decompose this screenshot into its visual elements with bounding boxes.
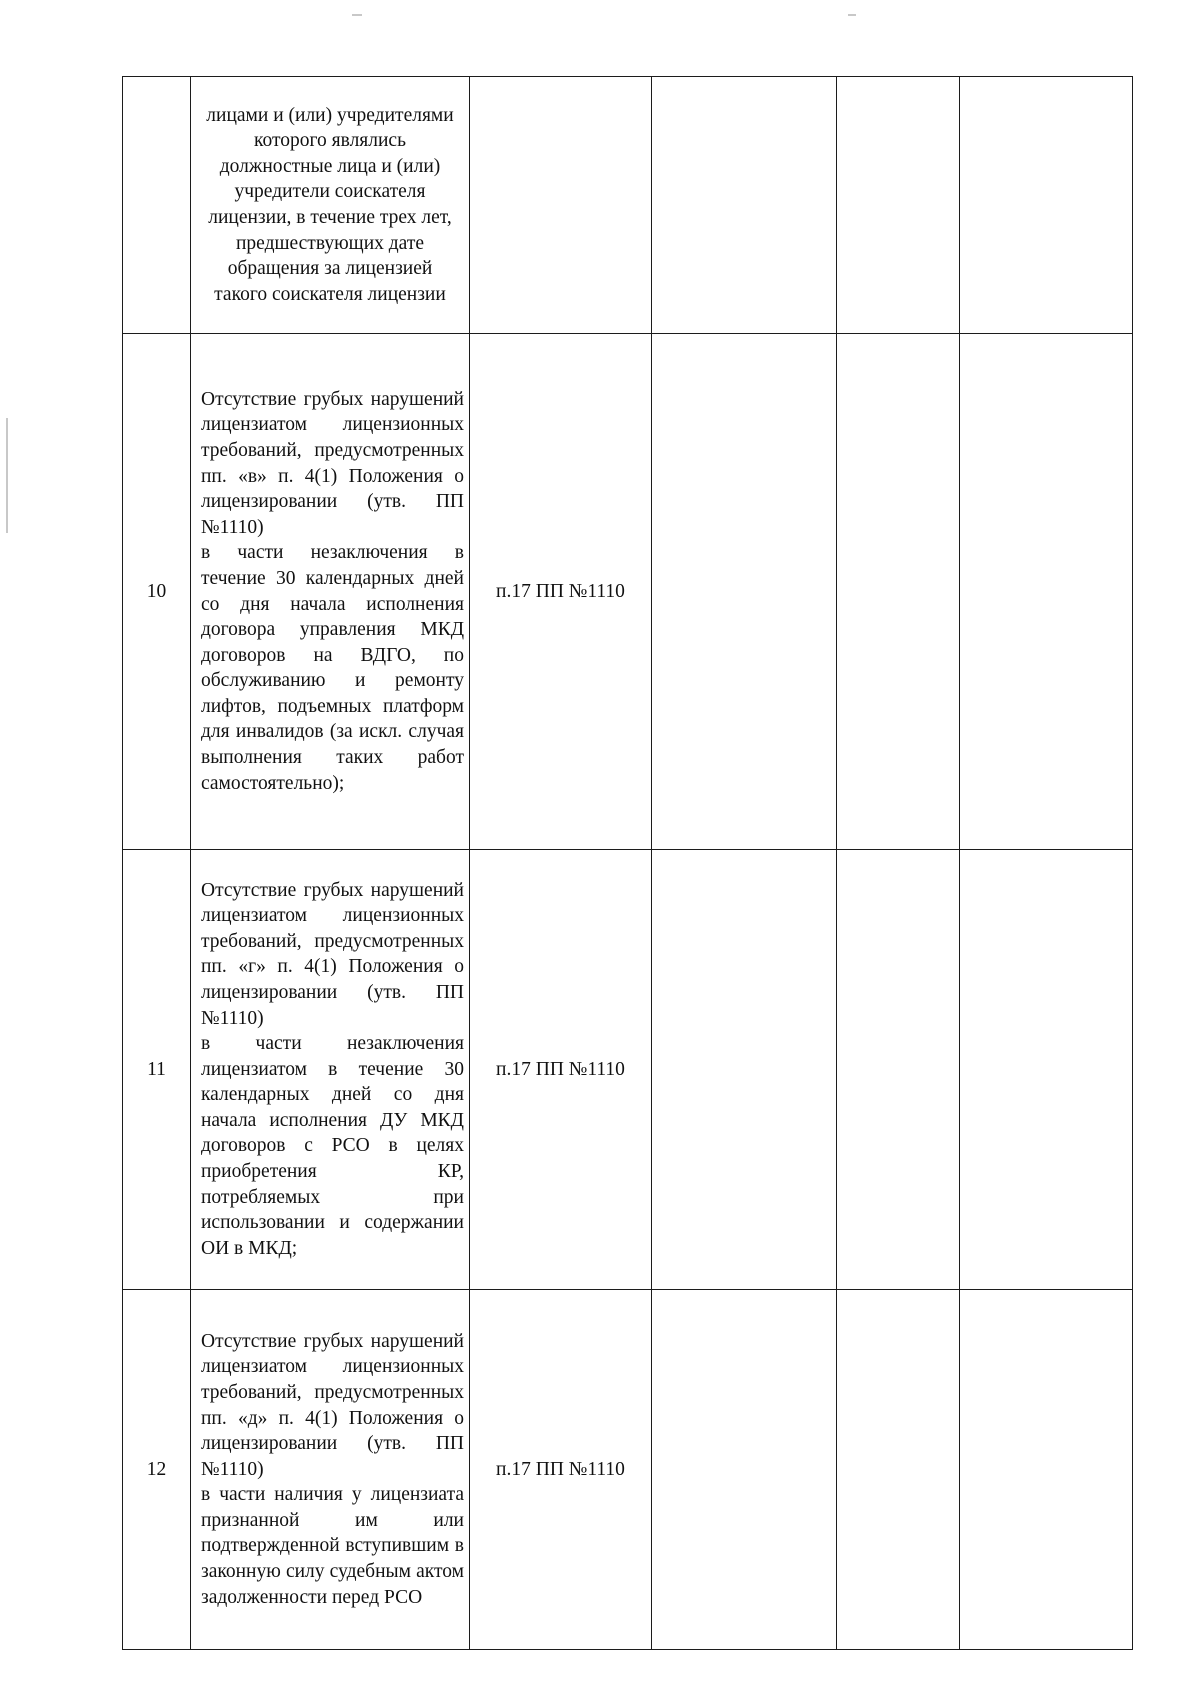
- legal-basis-cell: п.17 ПП №1110: [470, 850, 652, 1290]
- row-number-cell: 10: [123, 334, 191, 850]
- description-intro: Отсутствие грубых нарушений лицензиатом лицензионных требований, предусмотренных пп. «д» п. 4(1) Положения о лицензировании (утв. ПП №1110): [201, 1330, 464, 1480]
- description-detail: в части незаключения в течение 30 календарных дней со дня начала исполнения договора управления МКД договоров на ВДГО, по обслуживанию и ремонту лифтов, подъемных платформ для инвалидов (за искл. случая выполнения таких работ самостоятельно);: [201, 542, 464, 794]
- row-number-cell: [123, 77, 191, 334]
- table-row: [123, 1290, 1133, 1650]
- empty-cell: [960, 334, 1133, 850]
- empty-cell: [837, 1290, 960, 1650]
- description-intro: Отсутствие грубых нарушений лицензиатом лицензионных требований, предусмотренных пп. «в» п. 4(1) Положения о лицензировании (утв. ПП №1110): [201, 388, 464, 538]
- table-row: [123, 77, 1133, 334]
- requirements-table: [122, 76, 1133, 1650]
- empty-cell: [652, 334, 837, 850]
- empty-cell: [652, 1290, 837, 1650]
- legal-basis-cell: п.17 ПП №1110: [470, 1290, 652, 1650]
- requirement-description: [191, 334, 470, 850]
- legal-basis-cell: п.17 ПП №1110: [470, 334, 652, 850]
- scan-artifact-top-right: [848, 14, 856, 16]
- scan-artifact-left-edge: [6, 418, 8, 533]
- table-row: [123, 334, 1133, 850]
- table-row: [123, 850, 1133, 1290]
- empty-cell: [837, 77, 960, 334]
- empty-cell: [960, 850, 1133, 1290]
- row-number-cell: 12: [123, 1290, 191, 1650]
- empty-cell: [837, 850, 960, 1290]
- empty-cell: [837, 334, 960, 850]
- scan-artifact-top: [352, 14, 362, 16]
- description-intro: Отсутствие грубых нарушений лицензиатом лицензионных требований, предусмотренных пп. «г» п. 4(1) Положения о лицензировании (утв. ПП №1110): [201, 879, 464, 1029]
- requirement-description: [191, 1290, 470, 1650]
- empty-cell: [960, 77, 1133, 334]
- legal-basis-cell: [470, 77, 652, 334]
- empty-cell: [652, 850, 837, 1290]
- empty-cell: [960, 1290, 1133, 1650]
- description-detail: в части наличия у лицензиата признанной им или подтвержденной вступившим в законную силу судебным актом задолженности перед РСО: [201, 1484, 464, 1608]
- row-number-cell: 11: [123, 850, 191, 1290]
- empty-cell: [652, 77, 837, 334]
- requirement-description: [191, 850, 470, 1290]
- requirement-description: лицами и (или) учредителями которого являлись должностные лица и (или) учредители соискателя лицензии, в течение трех лет, предшествующих дате обращения за лицензией такого соискателя лицензии: [191, 77, 470, 334]
- description-detail: в части незаключения лицензиатом в течение 30 календарных дней со дня начала исполнения ДУ МКД договоров с РСО в целях приобретения КР, потребляемых при использовании и содержании ОИ в МКД;: [201, 1033, 464, 1259]
